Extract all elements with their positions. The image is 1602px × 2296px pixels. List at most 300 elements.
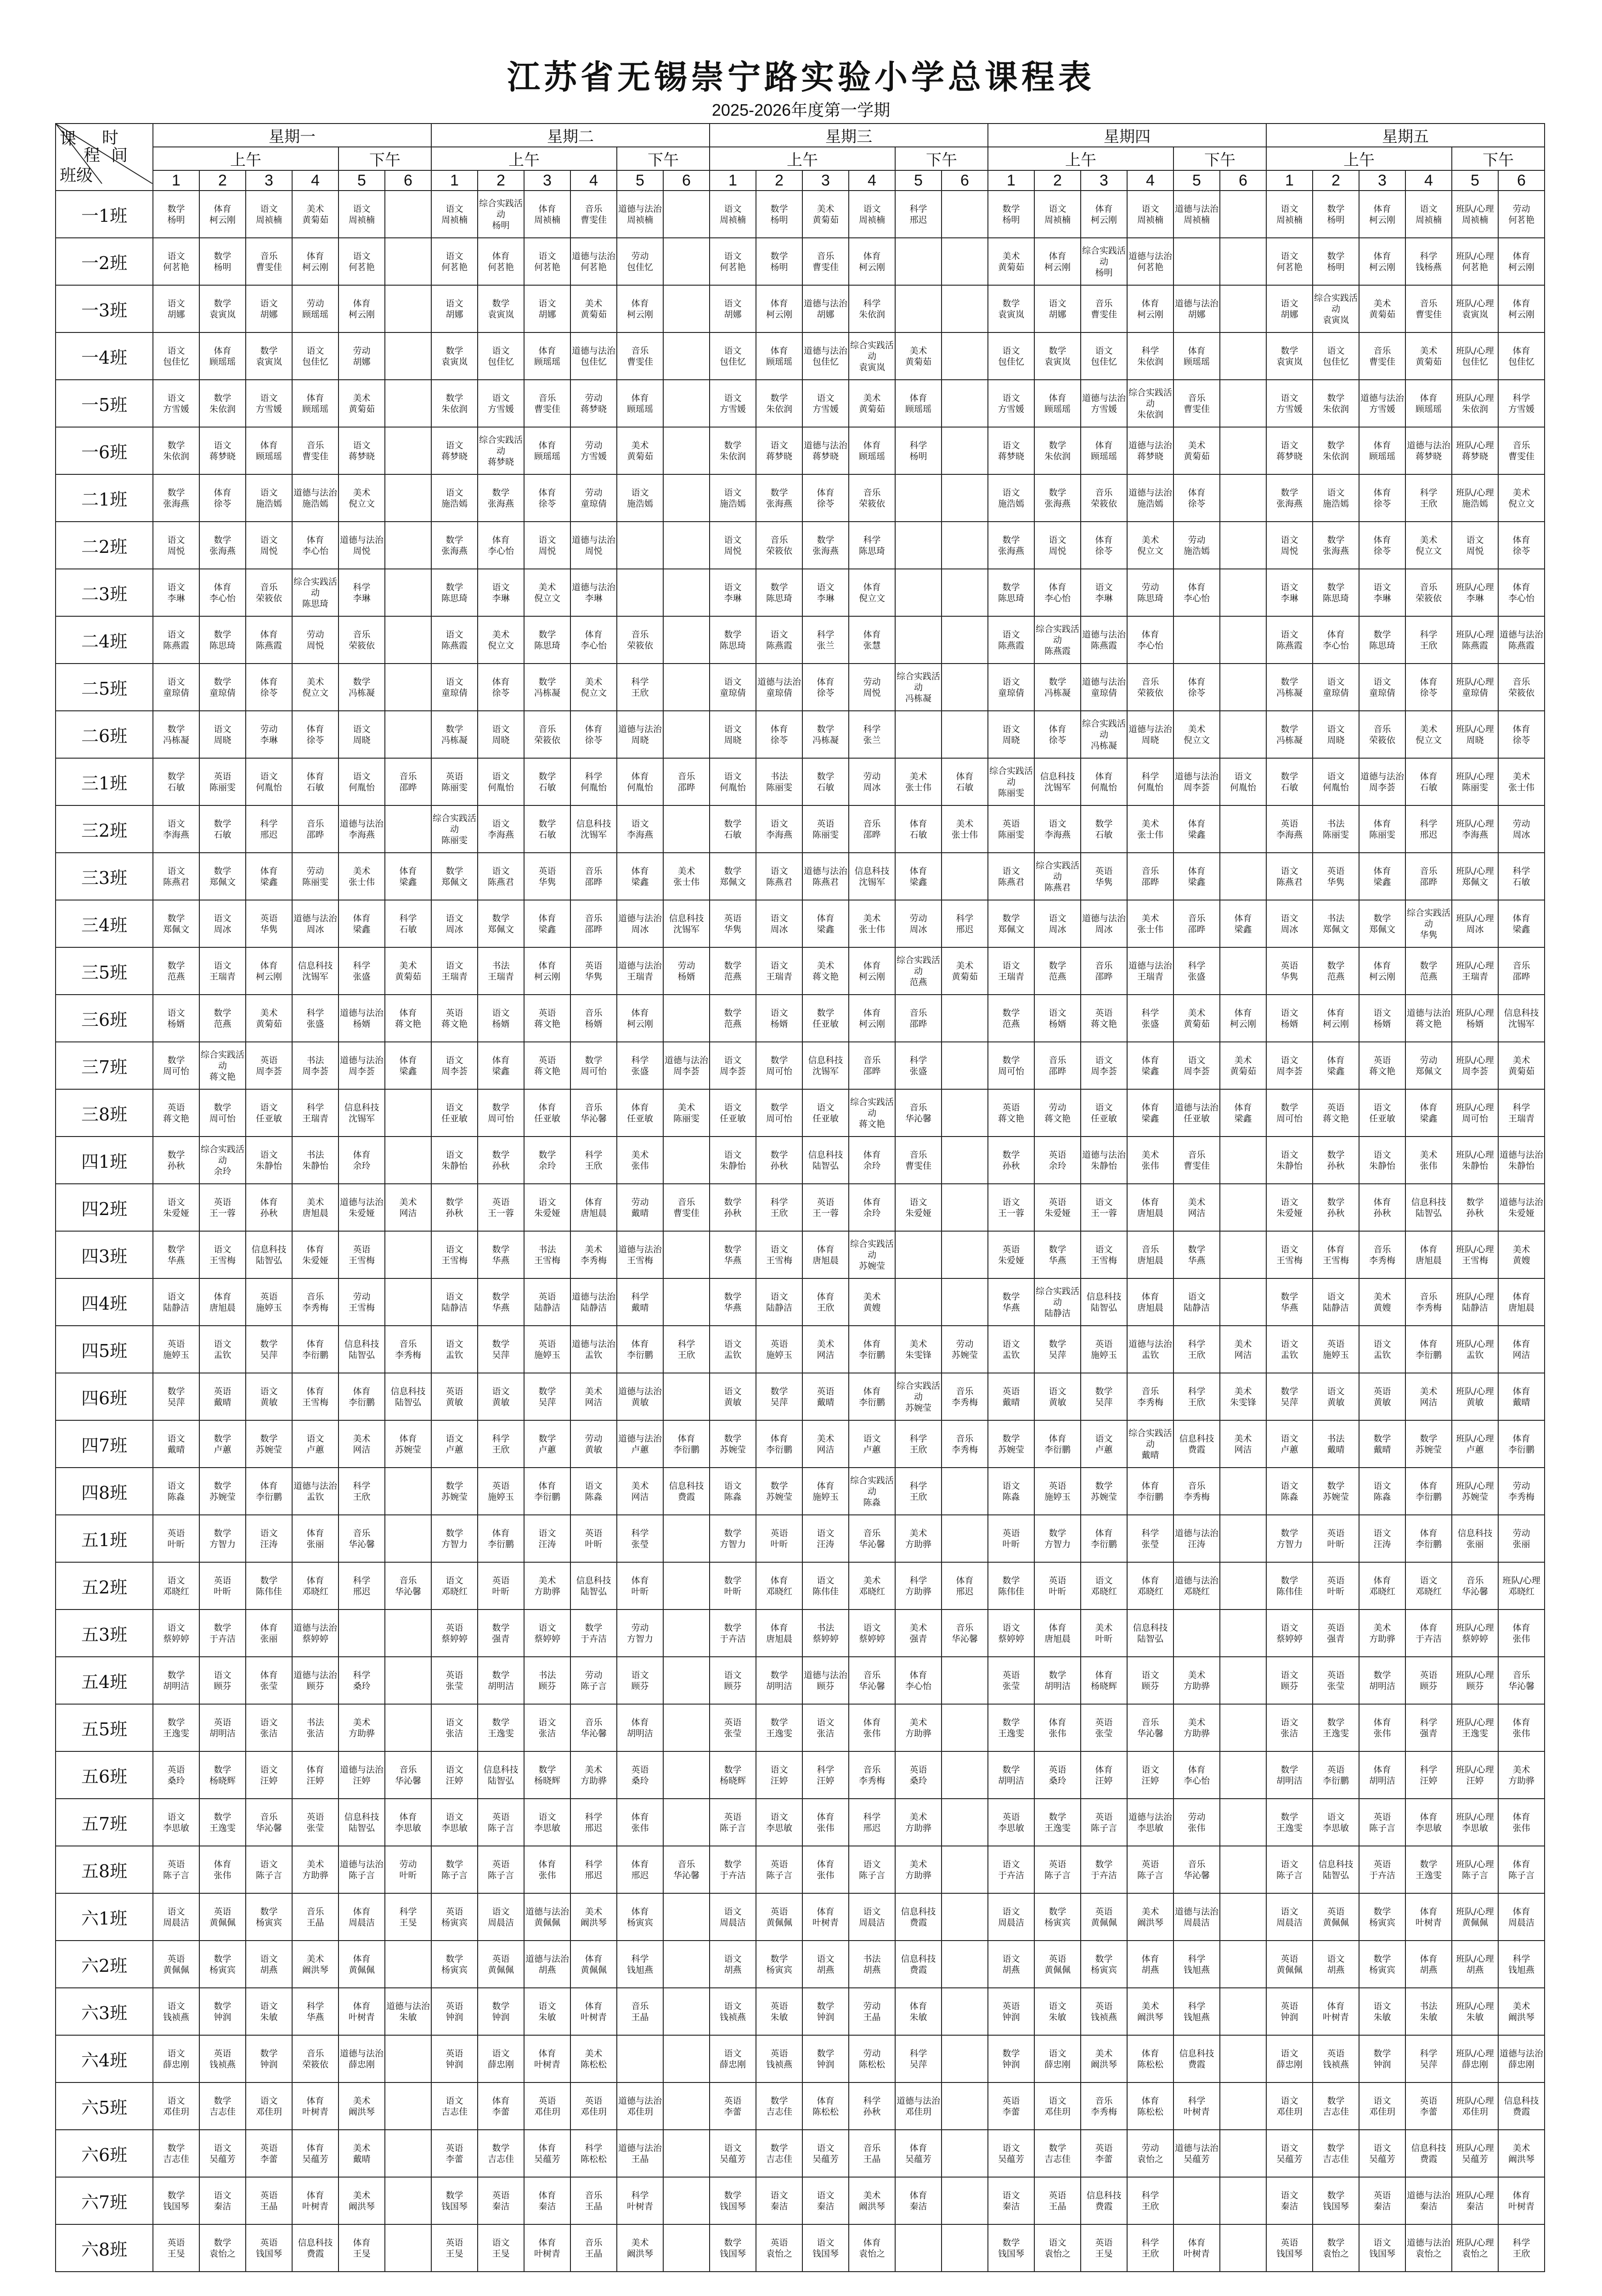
lesson-cell xyxy=(895,1231,942,1278)
subject-name: 综合实践活动 xyxy=(896,955,940,976)
teacher-name: 陆智弘 xyxy=(1137,1633,1163,1644)
lesson-cell xyxy=(570,427,617,474)
subject-name: 语文 xyxy=(1280,393,1298,403)
subject-name: 道德与法治 xyxy=(1360,393,1404,403)
class-row xyxy=(56,1420,1545,1468)
lesson-cell xyxy=(292,2224,338,2272)
lesson-cell xyxy=(1173,2224,1220,2272)
teacher-name: 蔡婷婷 xyxy=(812,1633,839,1644)
subject-name: 体育 xyxy=(585,2001,603,2011)
subject-name: 体育 xyxy=(492,2095,510,2106)
lesson-cell xyxy=(1266,427,1313,474)
lesson-cell xyxy=(431,191,478,238)
lesson-cell xyxy=(1452,1515,1498,1562)
teacher-name: 李思敏 xyxy=(1137,1823,1163,1833)
subject-name: 体育 xyxy=(1188,2237,1206,2248)
subject-name: 数学 xyxy=(1327,960,1345,971)
subject-name: 数学 xyxy=(538,1433,556,1444)
lesson-cell xyxy=(1452,1231,1498,1278)
lesson-cell xyxy=(338,2035,385,2082)
teacher-name: 杨晓辉 xyxy=(534,1775,560,1786)
lesson-cell xyxy=(1173,1609,1220,1657)
lesson-cell xyxy=(849,1420,895,1468)
lesson-cell xyxy=(895,853,942,900)
teacher-name: 王欣 xyxy=(677,1350,695,1360)
lesson-cell xyxy=(1127,1326,1173,1373)
lesson-cell xyxy=(988,1137,1034,1184)
teacher-name: 施婷玉 xyxy=(766,1350,792,1360)
lesson-cell xyxy=(710,1609,756,1657)
subject-name: 语文 xyxy=(1327,1812,1345,1822)
teacher-name: 吴萍 xyxy=(260,1350,278,1360)
teacher-name: 郑佩文 xyxy=(1415,1066,1442,1076)
subject-name: 体育 xyxy=(399,1812,417,1822)
period-number: 1 xyxy=(153,170,199,191)
teacher-name: 黄嫂 xyxy=(1512,1255,1530,1266)
teacher-name: 包佳忆 xyxy=(1508,356,1534,367)
subject-name: 语文 xyxy=(167,393,185,403)
subject-name: 英语 xyxy=(770,1906,788,1917)
lesson-cell xyxy=(1498,1799,1545,1846)
teacher-name: 李蕾 xyxy=(1420,2106,1438,2117)
subject-name: 语文 xyxy=(260,1859,278,1869)
teacher-name: 周晓 xyxy=(214,735,231,745)
class-row xyxy=(56,616,1545,664)
teacher-name: 邵晔 xyxy=(585,924,603,934)
teacher-name: 柯云刚 xyxy=(348,309,375,320)
subject-name: 数学 xyxy=(214,1433,231,1444)
lesson-cell xyxy=(1498,2035,1545,2082)
subject-name: 数学 xyxy=(492,2143,510,2153)
lesson-cell xyxy=(199,1941,246,1988)
subject-name: 数学 xyxy=(260,1575,278,1586)
subject-name: 综合实践活动 xyxy=(479,434,523,456)
teacher-name: 周祯楠 xyxy=(858,214,885,225)
subject-name: 数学 xyxy=(167,913,185,923)
lesson-cell xyxy=(895,2130,942,2177)
teacher-name: 钱国琴 xyxy=(812,2248,839,2259)
teacher-name: 荣筱依 xyxy=(1369,735,1395,745)
teacher-name: 蒋梦晓 xyxy=(1415,451,1442,461)
lesson-cell xyxy=(663,758,710,805)
teacher-name: 陈子言 xyxy=(441,1870,468,1880)
lesson-cell xyxy=(988,1562,1034,1609)
teacher-name: 施婷玉 xyxy=(255,1302,282,1313)
teacher-name: 陈淼 xyxy=(724,1491,742,1502)
teacher-name: 袁怡之 xyxy=(209,2248,236,2259)
lesson-cell xyxy=(431,1657,478,1704)
teacher-name: 曹雯佳 xyxy=(1369,356,1395,367)
subject-name: 语文 xyxy=(214,1244,231,1255)
lesson-cell xyxy=(617,474,663,522)
subject-name: 信息科技 xyxy=(808,1149,843,1160)
lesson-cell xyxy=(1359,332,1405,380)
lesson-cell xyxy=(802,2130,849,2177)
lesson-cell xyxy=(988,2177,1034,2224)
lesson-cell xyxy=(570,616,617,664)
teacher-name: 费霞 xyxy=(1188,1444,1206,1455)
lesson-cell xyxy=(431,2082,478,2130)
subject-name: 语文 xyxy=(260,298,278,309)
lesson-cell xyxy=(1313,1468,1359,1515)
teacher-name: 周晓 xyxy=(353,735,371,745)
lesson-cell xyxy=(246,853,292,900)
subject-name: 综合实践活动 xyxy=(1128,1428,1172,1449)
teacher-name: 戴晴 xyxy=(214,1397,231,1407)
subject-name: 体育 xyxy=(1420,393,1438,403)
subject-name: 体育 xyxy=(1420,1102,1438,1113)
lesson-cell xyxy=(1313,2177,1359,2224)
lesson-cell xyxy=(756,191,802,238)
lesson-cell xyxy=(988,285,1034,332)
lesson-cell xyxy=(1034,1042,1081,1089)
subject-name: 数学 xyxy=(1280,1291,1298,1302)
teacher-name: 柯云刚 xyxy=(1508,262,1534,272)
lesson-cell xyxy=(1452,2130,1498,2177)
lesson-cell xyxy=(802,995,849,1042)
teacher-name: 周可怡 xyxy=(163,1066,189,1076)
teacher-name: 陈燕君 xyxy=(1276,877,1303,887)
subject-name: 道德与法治 xyxy=(293,1670,337,1680)
class-name: 六3班 xyxy=(56,1988,153,2035)
teacher-name: 李衍鹏 xyxy=(302,1350,328,1360)
teacher-name: 钱国琴 xyxy=(719,2248,746,2259)
teacher-name: 王瑞青 xyxy=(441,971,468,982)
lesson-cell xyxy=(153,805,199,853)
lesson-cell xyxy=(1405,427,1452,474)
teacher-name: 李思敏 xyxy=(163,1823,189,1833)
lesson-cell xyxy=(1034,2224,1081,2272)
lesson-cell xyxy=(199,1042,246,1089)
subject-name: 体育 xyxy=(1373,535,1391,545)
lesson-cell xyxy=(710,1373,756,1420)
teacher-name: 孙秋 xyxy=(167,1160,185,1171)
lesson-cell xyxy=(431,616,478,664)
subject-name: 科学 xyxy=(399,913,417,923)
teacher-name: 华隽 xyxy=(585,971,603,982)
lesson-cell xyxy=(524,616,570,664)
subject-name: 英语 xyxy=(1280,960,1298,971)
subject-name: 信息科技 xyxy=(251,1244,287,1255)
teacher-name: 汪婷 xyxy=(817,1775,835,1786)
lesson-cell xyxy=(478,1373,524,1420)
subject-name: 道德与法治 xyxy=(1174,1906,1218,1917)
lesson-cell xyxy=(478,1231,524,1278)
subject-name: 美术 xyxy=(631,2237,649,2248)
lesson-cell xyxy=(292,1089,338,1137)
lesson-cell xyxy=(1266,1089,1313,1137)
teacher-name: 孙秋 xyxy=(260,1208,278,1218)
subject-name: 道德与法治 xyxy=(1174,1575,1218,1586)
lesson-cell xyxy=(292,380,338,427)
lesson-cell xyxy=(1127,569,1173,616)
teacher-name: 唐旭晨 xyxy=(766,1633,792,1644)
subject-name: 语文 xyxy=(1280,1480,1298,1491)
lesson-cell xyxy=(1034,1089,1081,1137)
teacher-name: 邓佳玥 xyxy=(163,2106,189,2117)
teacher-name: 叶树青 xyxy=(1322,2012,1349,2022)
teacher-name: 盂钦 xyxy=(214,1350,231,1360)
subject-name: 语文 xyxy=(863,1433,881,1444)
teacher-name: 朱依润 xyxy=(163,451,189,461)
teacher-name: 袁寅岚 xyxy=(1044,356,1071,367)
lesson-cell xyxy=(1034,1184,1081,1231)
lesson-cell xyxy=(1127,1231,1173,1278)
teacher-name: 钱国琴 xyxy=(1369,2248,1395,2259)
lesson-cell xyxy=(478,1846,524,1893)
subject-name: 语文 xyxy=(167,866,185,876)
lesson-cell xyxy=(153,1137,199,1184)
class-row xyxy=(56,1515,1545,1562)
lesson-cell xyxy=(292,569,338,616)
lesson-cell xyxy=(1359,1562,1405,1609)
subject-name: 语文 xyxy=(724,1480,742,1491)
lesson-cell xyxy=(988,1988,1034,2035)
subject-name: 英语 xyxy=(770,2001,788,2011)
subject-name: 美术 xyxy=(817,203,835,214)
teacher-name: 郑佩文 xyxy=(487,924,514,934)
teacher-name: 邓佳玥 xyxy=(1461,2106,1488,2117)
subject-name: 英语 xyxy=(167,1859,185,1869)
lesson-cell xyxy=(617,1609,663,1657)
class-row xyxy=(56,238,1545,285)
teacher-name: 邓佳玥 xyxy=(1276,2106,1303,2117)
lesson-cell xyxy=(1220,900,1266,947)
teacher-name: 梁鑫 xyxy=(1327,1066,1345,1076)
subject-name: 语文 xyxy=(1095,1244,1113,1255)
teacher-name: 陆静洁 xyxy=(534,1302,560,1313)
subject-name: 体育 xyxy=(1512,298,1530,309)
class-row xyxy=(56,380,1545,427)
subject-name: 英语 xyxy=(817,1386,835,1396)
lesson-cell xyxy=(246,285,292,332)
subject-name: 美术 xyxy=(863,1575,881,1586)
subject-name: 语文 xyxy=(446,251,463,261)
lesson-cell xyxy=(246,1988,292,2035)
teacher-name: 王晶 xyxy=(585,2201,603,2212)
lesson-cell xyxy=(153,1941,199,1988)
lesson-cell xyxy=(199,474,246,522)
subject-name: 美术 xyxy=(1141,1149,1159,1160)
teacher-name: 周悦 xyxy=(353,546,371,556)
lesson-cell xyxy=(199,2035,246,2082)
lesson-cell xyxy=(1452,1373,1498,1420)
subject-name: 体育 xyxy=(1420,1480,1438,1491)
lesson-cell xyxy=(849,1799,895,1846)
subject-name: 数学 xyxy=(1002,1717,1020,1728)
teacher-name: 周可怡 xyxy=(1461,1113,1488,1124)
subject-name: 体育 xyxy=(1373,960,1391,971)
lesson-cell xyxy=(849,1562,895,1609)
lesson-cell xyxy=(385,238,431,285)
lesson-cell xyxy=(1313,1326,1359,1373)
lesson-cell xyxy=(1081,332,1127,380)
lesson-cell xyxy=(1359,2130,1405,2177)
subject-name: 音乐 xyxy=(1373,1244,1391,1255)
lesson-cell xyxy=(802,1231,849,1278)
class-name: 一3班 xyxy=(56,285,153,332)
subject-name: 语文 xyxy=(1373,1480,1391,1491)
subject-name: 数学 xyxy=(446,1859,463,1869)
teacher-name: 任亚敏 xyxy=(626,1113,653,1124)
lesson-cell xyxy=(292,758,338,805)
subject-name: 书法 xyxy=(538,1244,556,1255)
teacher-name: 蒋梦晓 xyxy=(766,451,792,461)
teacher-name: 苏婉莹 xyxy=(858,1261,885,1271)
teacher-name: 黄敏 xyxy=(631,1397,649,1407)
teacher-name: 邵晔 xyxy=(863,1066,881,1076)
lesson-cell xyxy=(1498,805,1545,853)
lesson-cell xyxy=(802,285,849,332)
subject-name: 英语 xyxy=(260,1291,278,1302)
teacher-name: 王逸雯 xyxy=(1322,1728,1349,1739)
lesson-cell xyxy=(153,1704,199,1751)
subject-name: 语文 xyxy=(1002,1953,1020,1964)
subject-name: 体育 xyxy=(1512,1291,1530,1302)
subject-name: 语文 xyxy=(1002,393,1020,403)
class-row xyxy=(56,947,1545,995)
subject-name: 科学 xyxy=(631,2190,649,2200)
subject-name: 英语 xyxy=(538,1339,556,1349)
teacher-name: 王逸雯 xyxy=(998,1728,1024,1739)
subject-name: 语文 xyxy=(260,1102,278,1113)
teacher-name: 黄菊茹 xyxy=(395,971,421,982)
subject-name: 道德与法治 xyxy=(1499,629,1543,640)
lesson-cell xyxy=(617,522,663,569)
teacher-name: 唐旭晨 xyxy=(1044,1633,1071,1644)
lesson-cell xyxy=(1452,1751,1498,1799)
subject-name: 音乐 xyxy=(260,251,278,261)
teacher-name: 吉志佳 xyxy=(1322,2154,1349,2164)
lesson-cell xyxy=(292,191,338,238)
lesson-cell xyxy=(895,1420,942,1468)
subject-name: 语文 xyxy=(724,1670,742,1680)
subject-name: 音乐 xyxy=(1512,676,1530,687)
period-number: 4 xyxy=(1405,170,1452,191)
lesson-cell xyxy=(153,1609,199,1657)
lesson-cell xyxy=(942,1326,988,1373)
subject-name: 数学 xyxy=(214,2001,231,2011)
teacher-name: 孙秋 xyxy=(1327,1160,1345,1171)
teacher-name: 华燕 xyxy=(724,1302,742,1313)
teacher-name: 李秀梅 xyxy=(1415,1302,1442,1313)
subject-name: 音乐 xyxy=(1188,393,1206,403)
lesson-cell xyxy=(1081,1799,1127,1846)
teacher-name: 李思敏 xyxy=(1322,1823,1349,1833)
teacher-name: 袁怡之 xyxy=(1415,2248,1442,2259)
subject-name: 科学 xyxy=(631,1953,649,1964)
subject-name: 体育 xyxy=(1373,818,1391,829)
lesson-cell xyxy=(1081,427,1127,474)
lesson-cell xyxy=(617,427,663,474)
lesson-cell xyxy=(1034,285,1081,332)
subject-name: 科学 xyxy=(677,1339,695,1349)
teacher-name: 陈子言 xyxy=(1276,1870,1303,1880)
lesson-cell xyxy=(1359,285,1405,332)
subject-name: 美术 xyxy=(1188,724,1206,734)
teacher-name: 钱杨燕 xyxy=(1415,262,1442,272)
subject-name: 数学 xyxy=(1049,1812,1066,1822)
subject-name: 语文 xyxy=(492,393,510,403)
subject-name: 数学 xyxy=(167,440,185,450)
class-row xyxy=(56,1231,1545,1278)
lesson-cell xyxy=(1452,1184,1498,1231)
class-row xyxy=(56,1373,1545,1420)
class-row xyxy=(56,1988,1545,2035)
period-number: 1 xyxy=(1266,170,1313,191)
subject-name: 音乐 xyxy=(1188,913,1206,923)
teacher-name: 网洁 xyxy=(1512,1350,1530,1360)
subject-name: 劳动 xyxy=(353,1291,371,1302)
teacher-name: 施浩嫣 xyxy=(626,498,653,509)
teacher-name: 苏婉莹 xyxy=(1322,1491,1349,1502)
lesson-cell xyxy=(292,1704,338,1751)
teacher-name: 华沁馨 xyxy=(858,1539,885,1549)
lesson-cell xyxy=(524,995,570,1042)
teacher-name: 阚洪琴 xyxy=(626,2248,653,2259)
subject-name: 语文 xyxy=(817,1528,835,1538)
teacher-name: 周李荟 xyxy=(1461,1066,1488,1076)
subject-name: 音乐 xyxy=(1141,1244,1159,1255)
subject-name: 数学 xyxy=(167,1244,185,1255)
lesson-cell xyxy=(292,1042,338,1089)
teacher-name: 顾瑶瑶 xyxy=(858,451,885,461)
teacher-name: 张海燕 xyxy=(998,546,1024,556)
subject-name: 科学 xyxy=(1420,629,1438,640)
lesson-cell xyxy=(942,853,988,900)
subject-name: 信息科技 xyxy=(901,1953,936,1964)
subject-name: 语文 xyxy=(1280,2190,1298,2200)
subject-name: 数学 xyxy=(260,1433,278,1444)
subject-name: 数学 xyxy=(214,1528,231,1538)
teacher-name: 胡燕 xyxy=(1327,1964,1345,1975)
teacher-name: 袁怡之 xyxy=(858,2248,885,2259)
lesson-cell xyxy=(1405,2130,1452,2177)
subject-name: 信息科技 xyxy=(854,866,890,876)
teacher-name: 王逸雯 xyxy=(1276,1823,1303,1833)
teacher-name: 顾芬 xyxy=(1280,1681,1298,1691)
teacher-name: 卢蕙 xyxy=(214,1444,231,1455)
lesson-cell xyxy=(153,853,199,900)
subject-name: 语文 xyxy=(1327,1291,1345,1302)
lesson-cell xyxy=(1127,947,1173,995)
subject-name: 道德与法治 xyxy=(525,1953,569,1964)
lesson-cell xyxy=(710,1468,756,1515)
teacher-name: 黄菊茹 xyxy=(626,451,653,461)
teacher-name: 冯栋凝 xyxy=(534,687,560,698)
teacher-name: 秦洁 xyxy=(1280,2201,1298,2212)
lesson-cell xyxy=(1081,2082,1127,2130)
subject-name: 科学 xyxy=(1188,2001,1206,2011)
subject-name: 语文 xyxy=(167,818,185,829)
class-name: 三8班 xyxy=(56,1089,153,1137)
lesson-cell xyxy=(1220,285,1266,332)
subject-name: 班队/心理 xyxy=(1456,1622,1494,1633)
teacher-name: 王瑞青 xyxy=(1137,971,1163,982)
teacher-name: 阚洪琴 xyxy=(1508,2154,1534,2164)
teacher-name: 顾芬 xyxy=(1141,1681,1159,1691)
subject-name: 音乐 xyxy=(1141,1386,1159,1396)
subject-name: 体育 xyxy=(1095,440,1113,450)
lesson-cell xyxy=(942,1231,988,1278)
teacher-name: 张洁 xyxy=(260,1728,278,1739)
lesson-cell xyxy=(849,1657,895,1704)
lesson-cell xyxy=(802,1515,849,1562)
teacher-name: 卢蕙 xyxy=(306,1444,324,1455)
teacher-name: 张海燕 xyxy=(1044,498,1071,509)
teacher-name: 朱依润 xyxy=(1322,404,1349,414)
lesson-cell xyxy=(849,1468,895,1515)
